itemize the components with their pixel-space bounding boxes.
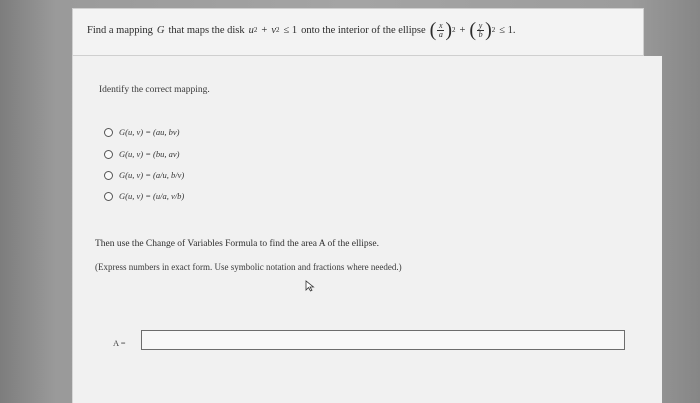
question-prompt: [87, 21, 516, 39]
option-label: G(u, v) = (au, bv): [119, 127, 180, 137]
mapping-option-3[interactable]: [104, 170, 184, 180]
question-panel: [72, 56, 662, 403]
paren-close-y: ): [485, 19, 492, 41]
disk-v: v: [271, 24, 276, 36]
fraction-numerator-x: x: [439, 20, 443, 30]
mapping-option-4[interactable]: [104, 191, 184, 201]
ellipse-y-exponent: 2: [491, 26, 496, 34]
prompt-onto: onto the interior of the ellipse: [301, 24, 426, 36]
paren-open-y: (: [469, 19, 477, 41]
disk-u-exponent: 2: [253, 26, 258, 34]
fraction-denominator-b: b: [478, 29, 483, 39]
disk-plus: +: [261, 24, 268, 36]
mouse-cursor-icon: [305, 280, 315, 292]
disk-v-exponent: 2: [275, 26, 280, 34]
prompt-prefix: Find a mapping: [87, 24, 153, 36]
radio-button[interactable]: [104, 128, 113, 137]
mapping-option-2[interactable]: [104, 149, 180, 159]
area-answer-input[interactable]: [141, 330, 625, 350]
disk-leq: ≤ 1: [283, 24, 298, 36]
prompt-mapping-symbol: G: [156, 24, 165, 36]
ellipse-plus: +: [459, 24, 466, 36]
answer-label: A =: [113, 338, 126, 348]
radio-button[interactable]: [104, 171, 113, 180]
option-label: G(u, v) = (u/a, v/b): [119, 191, 185, 201]
express-note: (Express numbers in exact form. Use symbolic notation and fractions where needed.): [95, 262, 402, 272]
ellipse-x-exponent: 2: [451, 26, 456, 34]
disk-u: u: [248, 24, 254, 36]
identify-label: Identify the correct mapping.: [99, 85, 210, 95]
option-label: G(u, v) = (a/u, b/v): [119, 170, 185, 180]
question-prompt-bar: [72, 8, 644, 56]
area-prompt: Then use the Change of Variables Formula to find the area A of the ellipse.: [95, 239, 379, 249]
radio-button[interactable]: [104, 192, 113, 201]
ellipse-leq: ≤ 1.: [499, 24, 516, 36]
option-label: G(u, v) = (bu, av): [119, 149, 180, 159]
prompt-middle: that maps the disk: [168, 24, 245, 36]
fraction-y-over-b: [477, 22, 484, 39]
radio-button[interactable]: [104, 150, 113, 159]
paren-close-x: ): [445, 19, 452, 41]
fraction-x-over-a: [437, 22, 444, 39]
fraction-denominator-a: a: [438, 29, 443, 39]
mapping-option-1[interactable]: [104, 127, 180, 137]
fraction-numerator-y: y: [478, 20, 483, 30]
paren-open-x: (: [429, 19, 437, 41]
